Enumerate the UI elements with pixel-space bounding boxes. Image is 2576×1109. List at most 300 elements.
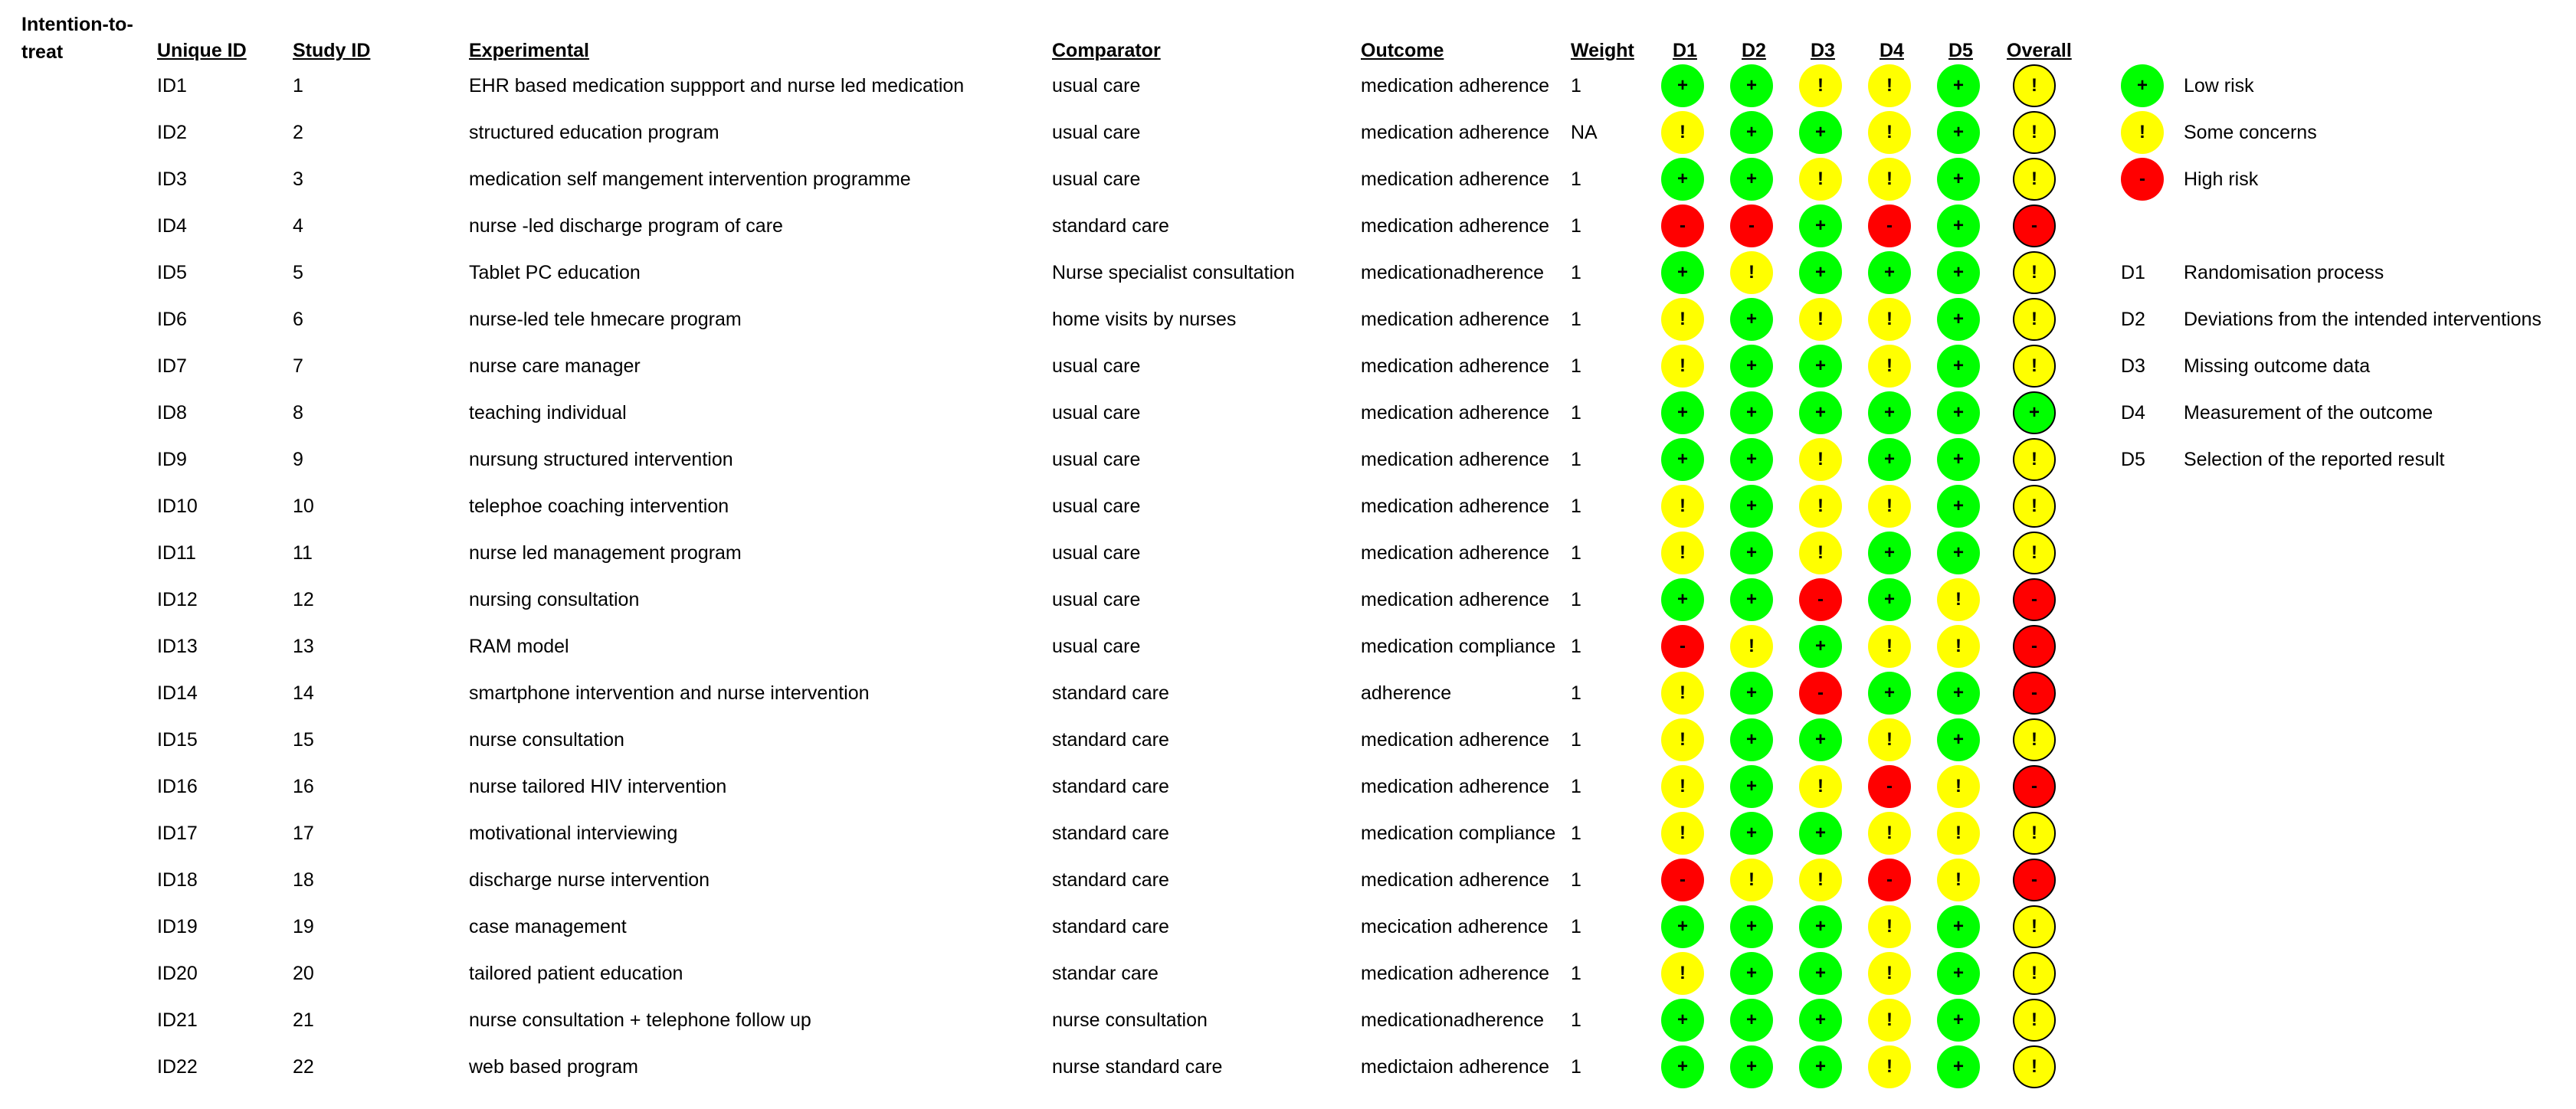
weight-cell: 1 — [1571, 963, 1581, 984]
d5-judgement-dot: + — [1937, 438, 1980, 481]
experimental-cell: smartphone intervention and nurse intervention — [469, 682, 870, 704]
d3-judgement-dot: + — [1799, 952, 1842, 995]
study-id-cell: 22 — [293, 1056, 314, 1078]
domain-code: D1 — [2121, 262, 2145, 283]
unique-id-cell: ID19 — [157, 916, 198, 937]
experimental-cell: Tablet PC education — [469, 262, 641, 283]
overall-judgement-dot: ! — [2013, 952, 2056, 995]
d4-judgement-dot: + — [1868, 532, 1911, 574]
overall-judgement-dot: ! — [2013, 111, 2056, 154]
domain-description: Randomisation process — [2184, 262, 2384, 283]
overall-judgement-dot: - — [2013, 765, 2056, 808]
overall-judgement-dot: ! — [2013, 532, 2056, 574]
d5-judgement-dot: ! — [1937, 625, 1980, 668]
d5-judgement-dot: + — [1937, 718, 1980, 761]
d2-judgement-dot: - — [1730, 204, 1773, 247]
header-overall: Overall — [2007, 40, 2072, 61]
legend-item-low — [2121, 63, 2550, 110]
weight-cell: 1 — [1571, 168, 1581, 190]
comparator-cell: usual care — [1052, 496, 1141, 517]
d5-judgement-dot: + — [1937, 111, 1980, 154]
experimental-cell: nurse-led tele hmecare program — [469, 309, 742, 330]
outcome-cell: medication adherence — [1361, 215, 1549, 237]
d5-judgement-dot: + — [1937, 345, 1980, 388]
outcome-cell: medication adherence — [1361, 309, 1549, 330]
study-id-cell: 6 — [293, 309, 303, 330]
d3-judgement-dot: ! — [1799, 485, 1842, 528]
comparator-cell: Nurse specialist consultation — [1052, 262, 1295, 283]
comparator-cell: usual care — [1052, 402, 1141, 424]
experimental-cell: nurse tailored HIV intervention — [469, 776, 727, 797]
d4-judgement-dot: - — [1868, 204, 1911, 247]
overall-judgement-dot: - — [2013, 859, 2056, 901]
d5-judgement-dot: + — [1937, 391, 1980, 434]
d3-judgement-dot: ! — [1799, 765, 1842, 808]
experimental-cell: web based program — [469, 1056, 638, 1078]
outcome-cell: adherence — [1361, 682, 1452, 704]
overall-judgement-dot: ! — [2013, 298, 2056, 341]
legend-low-dot: + — [2121, 64, 2164, 107]
experimental-cell: structured education program — [469, 122, 719, 143]
experimental-cell: teaching individual — [469, 402, 627, 424]
unique-id-cell: ID13 — [157, 636, 198, 657]
header-d4: D4 — [1880, 40, 1904, 61]
legend-domain-d2 — [2121, 296, 2573, 343]
study-id-cell: 5 — [293, 262, 303, 283]
legend-domain-d1 — [2121, 250, 2573, 296]
d2-judgement-dot: + — [1730, 298, 1773, 341]
weight-cell: 1 — [1571, 542, 1581, 564]
weight-cell: 1 — [1571, 589, 1581, 610]
outcome-cell: medictaion adherence — [1361, 1056, 1549, 1078]
d2-judgement-dot: ! — [1730, 625, 1773, 668]
d5-judgement-dot: + — [1937, 999, 1980, 1042]
d5-judgement-dot: + — [1937, 485, 1980, 528]
table-row — [0, 1044, 2576, 1091]
study-id-cell: 20 — [293, 963, 314, 984]
d3-judgement-dot: + — [1799, 111, 1842, 154]
domain-description: Missing outcome data — [2184, 355, 2371, 377]
experimental-cell: nursung structured intervention — [469, 449, 733, 470]
experimental-cell: RAM model — [469, 636, 569, 657]
study-id-cell: 17 — [293, 823, 314, 844]
outcome-cell: medicationadherence — [1361, 1009, 1545, 1031]
d2-judgement-dot: + — [1730, 765, 1773, 808]
header-experimental: Experimental — [469, 40, 590, 61]
overall-judgement-dot: ! — [2013, 999, 2056, 1042]
d3-judgement-dot: + — [1799, 391, 1842, 434]
overall-judgement-dot: ! — [2013, 718, 2056, 761]
d3-judgement-dot: + — [1799, 625, 1842, 668]
d3-judgement-dot: + — [1799, 812, 1842, 855]
d4-judgement-dot: + — [1868, 251, 1911, 294]
d2-judgement-dot: ! — [1730, 251, 1773, 294]
d1-judgement-dot: ! — [1661, 345, 1704, 388]
outcome-cell: medication adherence — [1361, 589, 1549, 610]
domain-code: D3 — [2121, 355, 2145, 377]
study-id-cell: 18 — [293, 869, 314, 891]
unique-id-cell: ID11 — [157, 542, 196, 564]
comparator-cell: usual care — [1052, 122, 1141, 143]
outcome-cell: medication adherence — [1361, 869, 1549, 891]
comparator-cell: usual care — [1052, 636, 1141, 657]
outcome-cell: medication adherence — [1361, 496, 1549, 517]
overall-judgement-dot: ! — [2013, 905, 2056, 948]
table-row — [0, 857, 2576, 904]
d4-judgement-dot: ! — [1868, 485, 1911, 528]
unique-id-cell: ID3 — [157, 168, 187, 190]
unique-id-cell: ID8 — [157, 402, 187, 424]
experimental-cell: nurse consultation + telephone follow up — [469, 1009, 811, 1031]
outcome-cell: medication adherence — [1361, 729, 1549, 751]
d2-judgement-dot: + — [1730, 718, 1773, 761]
weight-cell: 1 — [1571, 262, 1581, 283]
unique-id-cell: ID10 — [157, 496, 198, 517]
d2-judgement-dot: + — [1730, 812, 1773, 855]
d3-judgement-dot: + — [1799, 905, 1842, 948]
d4-judgement-dot: ! — [1868, 812, 1911, 855]
weight-cell: 1 — [1571, 682, 1581, 704]
d1-judgement-dot: ! — [1661, 111, 1704, 154]
d2-judgement-dot: + — [1730, 672, 1773, 715]
d5-judgement-dot: + — [1937, 298, 1980, 341]
d3-judgement-dot: ! — [1799, 438, 1842, 481]
experimental-cell: nurse care manager — [469, 355, 641, 377]
d4-judgement-dot: ! — [1868, 298, 1911, 341]
overall-judgement-dot: - — [2013, 625, 2056, 668]
unique-id-cell: ID21 — [157, 1009, 198, 1031]
unique-id-cell: ID6 — [157, 309, 187, 330]
d2-judgement-dot: + — [1730, 999, 1773, 1042]
domain-code: D2 — [2121, 309, 2145, 330]
d4-judgement-dot: ! — [1868, 999, 1911, 1042]
d3-judgement-dot: + — [1799, 718, 1842, 761]
unique-id-cell: ID2 — [157, 122, 187, 143]
domain-description: Measurement of the outcome — [2184, 402, 2433, 424]
unique-id-cell: ID18 — [157, 869, 198, 891]
outcome-cell: medication adherence — [1361, 542, 1549, 564]
unique-id-cell: ID22 — [157, 1056, 198, 1078]
d1-judgement-dot: ! — [1661, 952, 1704, 995]
study-id-cell: 13 — [293, 636, 314, 657]
study-id-cell: 19 — [293, 916, 314, 937]
d5-judgement-dot: ! — [1937, 765, 1980, 808]
d2-judgement-dot: + — [1730, 64, 1773, 107]
overall-judgement-dot: ! — [2013, 438, 2056, 481]
study-id-cell: 14 — [293, 682, 314, 704]
d3-judgement-dot: + — [1799, 204, 1842, 247]
study-id-cell: 7 — [293, 355, 303, 377]
experimental-cell: nurse consultation — [469, 729, 624, 751]
overall-judgement-dot: ! — [2013, 485, 2056, 528]
weight-cell: 1 — [1571, 823, 1581, 844]
d5-judgement-dot: + — [1937, 204, 1980, 247]
d4-judgement-dot: ! — [1868, 952, 1911, 995]
d5-judgement-dot: ! — [1937, 812, 1980, 855]
weight-cell: 1 — [1571, 869, 1581, 891]
unique-id-cell: ID16 — [157, 776, 198, 797]
experimental-cell: nurse led management program — [469, 542, 742, 564]
d1-judgement-dot: + — [1661, 578, 1704, 621]
table-row — [0, 530, 2576, 577]
d1-judgement-dot: ! — [1661, 298, 1704, 341]
d3-judgement-dot: - — [1799, 672, 1842, 715]
weight-cell: 1 — [1571, 776, 1581, 797]
experimental-cell: EHR based medication suppport and nurse led medication — [469, 75, 965, 97]
table-row — [0, 717, 2576, 764]
overall-judgement-dot: - — [2013, 578, 2056, 621]
comparator-cell: standard care — [1052, 776, 1169, 797]
d4-judgement-dot: ! — [1868, 1045, 1911, 1088]
d5-judgement-dot: ! — [1937, 859, 1980, 901]
weight-cell: 1 — [1571, 355, 1581, 377]
overall-judgement-dot: ! — [2013, 64, 2056, 107]
study-id-cell: 16 — [293, 776, 314, 797]
d1-judgement-dot: - — [1661, 625, 1704, 668]
unique-id-cell: ID14 — [157, 682, 198, 704]
outcome-cell: mecication adherence — [1361, 916, 1549, 937]
experimental-cell: case management — [469, 916, 627, 937]
header-study-id: Study ID — [293, 40, 371, 61]
outcome-cell: medication adherence — [1361, 449, 1549, 470]
d1-judgement-dot: ! — [1661, 765, 1704, 808]
d4-judgement-dot: ! — [1868, 158, 1911, 201]
outcome-cell: medication adherence — [1361, 122, 1549, 143]
d2-judgement-dot: + — [1730, 578, 1773, 621]
table-row — [0, 997, 2576, 1044]
table-row — [0, 950, 2576, 997]
legend-high-dot: - — [2121, 158, 2164, 201]
d3-judgement-dot: ! — [1799, 532, 1842, 574]
d4-judgement-dot: ! — [1868, 905, 1911, 948]
comparator-cell: standard care — [1052, 682, 1169, 704]
outcome-cell: medication adherence — [1361, 402, 1549, 424]
header-weight: Weight — [1571, 40, 1634, 61]
weight-cell: 1 — [1571, 496, 1581, 517]
table-row — [0, 203, 2576, 250]
unique-id-cell: ID12 — [157, 589, 198, 610]
d2-judgement-dot: + — [1730, 391, 1773, 434]
legend-label: Low risk — [2184, 75, 2254, 97]
unique-id-cell: ID20 — [157, 963, 198, 984]
d2-judgement-dot: + — [1730, 485, 1773, 528]
unique-id-cell: ID9 — [157, 449, 187, 470]
outcome-cell: medication compliance — [1361, 636, 1556, 657]
overall-judgement-dot: ! — [2013, 345, 2056, 388]
d1-judgement-dot: ! — [1661, 672, 1704, 715]
unique-id-cell: ID7 — [157, 355, 187, 377]
d1-judgement-dot: + — [1661, 438, 1704, 481]
d4-judgement-dot: + — [1868, 391, 1911, 434]
d2-judgement-dot: + — [1730, 111, 1773, 154]
comparator-cell: standard care — [1052, 869, 1169, 891]
d2-judgement-dot: + — [1730, 438, 1773, 481]
d3-judgement-dot: + — [1799, 999, 1842, 1042]
d3-judgement-dot: + — [1799, 345, 1842, 388]
outcome-cell: medication adherence — [1361, 963, 1549, 984]
d3-judgement-dot: ! — [1799, 158, 1842, 201]
study-id-cell: 2 — [293, 122, 303, 143]
d1-judgement-dot: - — [1661, 204, 1704, 247]
overall-judgement-dot: ! — [2013, 1045, 2056, 1088]
weight-cell: 1 — [1571, 215, 1581, 237]
d5-judgement-dot: + — [1937, 251, 1980, 294]
study-id-cell: 1 — [293, 75, 303, 97]
unique-id-cell: ID17 — [157, 823, 198, 844]
d1-judgement-dot: + — [1661, 999, 1704, 1042]
domain-description: Selection of the reported result — [2184, 449, 2445, 470]
d3-judgement-dot: + — [1799, 1045, 1842, 1088]
legend-domain-d3 — [2121, 343, 2573, 390]
outcome-cell: medication adherence — [1361, 776, 1549, 797]
overall-judgement-dot: ! — [2013, 251, 2056, 294]
table-row — [0, 623, 2576, 670]
overall-judgement-dot: ! — [2013, 158, 2056, 201]
comparator-cell: usual care — [1052, 355, 1141, 377]
header-d2: D2 — [1742, 40, 1766, 61]
comparator-cell: nurse consultation — [1052, 1009, 1208, 1031]
d1-judgement-dot: + — [1661, 905, 1704, 948]
d5-judgement-dot: + — [1937, 952, 1980, 995]
study-id-cell: 4 — [293, 215, 303, 237]
weight-cell: 1 — [1571, 729, 1581, 751]
experimental-cell: discharge nurse intervention — [469, 869, 710, 891]
outcome-cell: medication adherence — [1361, 75, 1549, 97]
d1-judgement-dot: + — [1661, 391, 1704, 434]
d1-judgement-dot: - — [1661, 859, 1704, 901]
table-row — [0, 810, 2576, 857]
d4-judgement-dot: ! — [1868, 718, 1911, 761]
comparator-cell: standard care — [1052, 823, 1169, 844]
comparator-cell: standard care — [1052, 916, 1169, 937]
outcome-cell: medicationadherence — [1361, 262, 1545, 283]
unique-id-cell: ID15 — [157, 729, 198, 751]
comparator-cell: usual care — [1052, 75, 1141, 97]
study-id-cell: 8 — [293, 402, 303, 424]
legend-some-dot: ! — [2121, 111, 2164, 154]
d2-judgement-dot: + — [1730, 158, 1773, 201]
unique-id-cell: ID4 — [157, 215, 187, 237]
legend-domain-d4 — [2121, 390, 2573, 437]
unique-id-cell: ID1 — [157, 75, 187, 97]
d1-judgement-dot: + — [1661, 251, 1704, 294]
header-d3: D3 — [1811, 40, 1835, 61]
d1-judgement-dot: ! — [1661, 812, 1704, 855]
overall-judgement-dot: - — [2013, 672, 2056, 715]
comparator-cell: usual care — [1052, 168, 1141, 190]
d5-judgement-dot: + — [1937, 905, 1980, 948]
d4-judgement-dot: + — [1868, 578, 1911, 621]
weight-cell: 1 — [1571, 916, 1581, 937]
d4-judgement-dot: + — [1868, 672, 1911, 715]
d2-judgement-dot: ! — [1730, 859, 1773, 901]
comparator-cell: usual care — [1052, 589, 1141, 610]
figure-title: Intention-to-treat — [21, 14, 133, 63]
experimental-cell: telephoe coaching intervention — [469, 496, 729, 517]
comparator-cell: nurse standard care — [1052, 1056, 1223, 1078]
comparator-cell: usual care — [1052, 542, 1141, 564]
experimental-cell: nurse -led discharge program of care — [469, 215, 783, 237]
weight-cell: 1 — [1571, 636, 1581, 657]
comparator-cell: standar care — [1052, 963, 1159, 984]
outcome-cell: medication adherence — [1361, 355, 1549, 377]
d5-judgement-dot: + — [1937, 158, 1980, 201]
weight-cell: 1 — [1571, 449, 1581, 470]
d3-judgement-dot: + — [1799, 251, 1842, 294]
study-id-cell: 9 — [293, 449, 303, 470]
domain-code: D4 — [2121, 402, 2145, 424]
comparator-cell: standard care — [1052, 729, 1169, 751]
d2-judgement-dot: + — [1730, 1045, 1773, 1088]
weight-cell: 1 — [1571, 1009, 1581, 1031]
d1-judgement-dot: + — [1661, 64, 1704, 107]
comparator-cell: standard care — [1052, 215, 1169, 237]
overall-judgement-dot: ! — [2013, 812, 2056, 855]
d1-judgement-dot: + — [1661, 158, 1704, 201]
d4-judgement-dot: - — [1868, 859, 1911, 901]
domain-code: D5 — [2121, 449, 2145, 470]
d4-judgement-dot: ! — [1868, 345, 1911, 388]
d1-judgement-dot: ! — [1661, 485, 1704, 528]
weight-cell: 1 — [1571, 402, 1581, 424]
study-id-cell: 10 — [293, 496, 314, 517]
legend-label: High risk — [2184, 168, 2259, 190]
d2-judgement-dot: + — [1730, 345, 1773, 388]
experimental-cell: medication self mangement intervention programme — [469, 168, 911, 190]
d2-judgement-dot: + — [1730, 952, 1773, 995]
table-row — [0, 764, 2576, 810]
header-unique-id: Unique ID — [157, 40, 247, 61]
study-id-cell: 12 — [293, 589, 314, 610]
table-row — [0, 670, 2576, 717]
study-id-cell: 21 — [293, 1009, 314, 1031]
table-row — [0, 577, 2576, 623]
comparator-cell: usual care — [1052, 449, 1141, 470]
experimental-cell: nursing consultation — [469, 589, 640, 610]
weight-cell: NA — [1571, 122, 1598, 143]
d2-judgement-dot: + — [1730, 905, 1773, 948]
header-comparator: Comparator — [1052, 40, 1161, 61]
experimental-cell: motivational interviewing — [469, 823, 678, 844]
weight-cell: 1 — [1571, 1056, 1581, 1078]
d1-judgement-dot: ! — [1661, 532, 1704, 574]
d4-judgement-dot: + — [1868, 438, 1911, 481]
legend-domain-d5 — [2121, 437, 2573, 483]
d4-judgement-dot: ! — [1868, 111, 1911, 154]
d4-judgement-dot: ! — [1868, 64, 1911, 107]
d3-judgement-dot: ! — [1799, 859, 1842, 901]
header-outcome: Outcome — [1361, 40, 1444, 61]
legend-item-high — [2121, 156, 2550, 203]
weight-cell: 1 — [1571, 309, 1581, 330]
d5-judgement-dot: + — [1937, 64, 1980, 107]
outcome-cell: medication compliance — [1361, 823, 1556, 844]
legend-item-some — [2121, 110, 2550, 156]
study-id-cell: 15 — [293, 729, 314, 751]
d2-judgement-dot: + — [1730, 532, 1773, 574]
weight-cell: 1 — [1571, 75, 1581, 97]
study-id-cell: 11 — [293, 542, 313, 564]
overall-judgement-dot: - — [2013, 204, 2056, 247]
header-d5: D5 — [1948, 40, 1973, 61]
header-d1: D1 — [1673, 40, 1697, 61]
d3-judgement-dot: ! — [1799, 64, 1842, 107]
study-id-cell: 3 — [293, 168, 303, 190]
d3-judgement-dot: ! — [1799, 298, 1842, 341]
d5-judgement-dot: + — [1937, 672, 1980, 715]
d4-judgement-dot: ! — [1868, 625, 1911, 668]
table-row — [0, 904, 2576, 950]
